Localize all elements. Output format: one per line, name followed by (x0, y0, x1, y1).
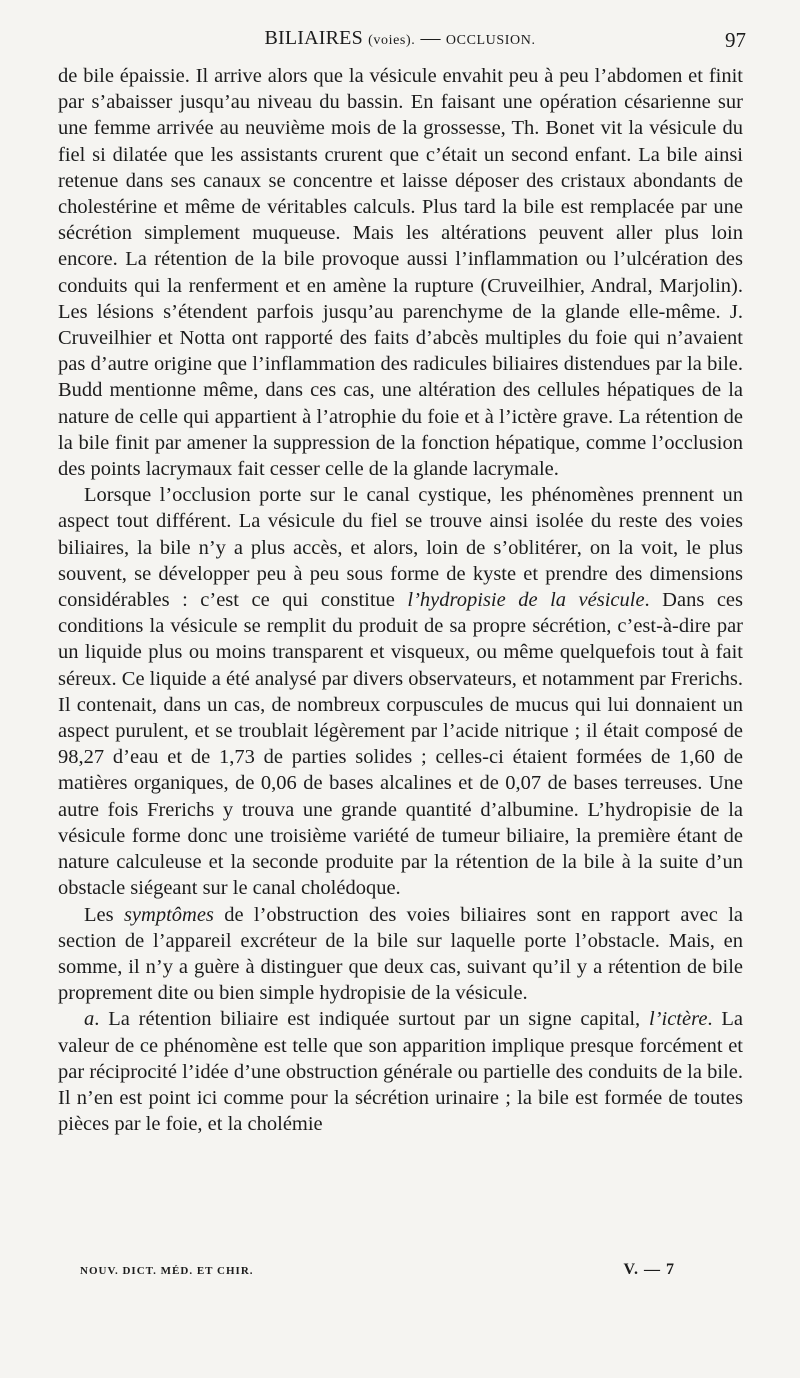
running-head-subtitle: OCCLUSION. (445, 33, 536, 48)
running-head-title: BILIAIRES (264, 27, 363, 49)
text-run: . Dans ces conditions la vésicule se remplit du produit de sa propre sécrétion, c’est-à-dire par un liquide plus ou moins transparent et visqueux, ou même quelquefois tout à fait séreux. Ce liquide a été analysé par divers observateurs, et notamment par Frerichs. Il contenait, dans un cas, de nombreux corpuscules de mucus qui lui donnaient un aspect purulent, et se troublait légèrement par l’acide nitrique ; il était composé de 98,27 d’eau et de 1,73 de parties solides ; celles-ci étaient formées de 1,60 de matières organiques, de 0,06 de bases alcalines et de 0,07 de bases terreuses. Une autre fois Frerichs y trouva une grande quantité d’albumine. L’hydropisie de la vésicule forme donc une troisième variété de tumeur biliaire, la première étant de nature calculeuse et la seconde produite par la rétention de la bile à la suite d’un obstacle siégeant sur le canal cholédoque. (58, 589, 743, 900)
italic-text: symptômes (123, 903, 214, 926)
footer-signature: NOUV. DICT. MÉD. ET CHIR. (80, 1265, 254, 1277)
text-run: Lorsque l’occlusion porte sur le canal cystique, les phénomènes prennent un aspect tout différent. La vésicule du fiel se trouve ainsi isolée du reste des voies biliaires, la bile n’y a plus accès, et alors, loin de s’oblitérer, on la voit, le plus souvent, se développer peu à peu sous forme de kyste et prendre des dimensions considérables : c’est ce qui constitue (58, 484, 743, 612)
italic-text: l’ictère (648, 1008, 708, 1031)
page-header (0, 27, 800, 57)
text-run: de bile épaissie. Il arrive alors que la vésicule envahit peu à peu l’abdomen et finit par s’abaisser jusqu’au niveau du bassin. En faisant une opération césarienne sur une femme arrivée au neuvième mois de la grossesse, Th. Bonet vit la vésicule du fiel si dilatée que les assistants crurent que c’était un second enfant. La bile ainsi retenue dans ses canaux se concentre et laisse déposer des cristaux abondants de cholestérine et même de véritables calculs. Plus tard la bile est remplacée par une sécrétion simplement muqueuse. Mais les altérations peuvent aller plus loin encore. La rétention de la bile provoque aussi l’inflammation ou l’ulcération des conduits qui la renferment et en amène la rupture (Cruveilhier, Andral, Marjolin). Les lésions s’étendent parfois jusqu’au parenchyme de la glande elle-même. J. Cruveilhier et Notta ont rapporté des faits d’abcès multiples du foie qui n’avaient pas d’autre origine que l’inflammation des radicules biliaires distendues par la bile. Budd mentionne même, dans ces cas, une altération des cellules hépatiques de la nature de celle qui appartient à l’atrophie du foie et à l’ictère grave. La rétention de la bile finit par amener la suppression de la fonction hépatique, comme l’occlusion des points lacrymaux fait cesser celle de la glande lacrymale. (58, 65, 743, 481)
page-footer (80, 1261, 675, 1287)
text-run: . La rétention biliaire est indiquée surtout par un signe capital, (94, 1008, 649, 1031)
paragraph-4 (58, 1006, 743, 1137)
running-head-paren: (voies). (368, 33, 416, 48)
body-text (58, 63, 743, 1137)
footer-volume-mark: V. — 7 (623, 1261, 675, 1278)
italic-text: a (84, 1008, 95, 1031)
text-run: . La valeur de ce phénomène est telle que son apparition implique presque forcément et par réciprocité l’idée d’une obstruction générale ou partielle des conduits de la bile. Il n’en est point ici comme pour la sécrétion urinaire ; la bile est formée de toutes pièces par le foie, et la cholémie (58, 1008, 743, 1136)
running-head (0, 27, 800, 50)
paragraph-3 (58, 902, 743, 1007)
text-run: de l’obstruction des voies biliaires sont en rapport avec la section de l’appareil excréteur de la bile sur laquelle porte l’obstacle. Mais, en somme, il n’y a guère à distinguer que deux cas, suivant qu’il y a rétention de bile proprement dite ou bien simple hydropisie de la vésicule. (58, 903, 743, 1005)
paragraph-2 (58, 482, 743, 901)
running-head-separator: — (415, 27, 446, 49)
page-number: 97 (725, 28, 746, 52)
text-run: Les (84, 903, 124, 926)
italic-text: l’hydropisie de la vésicule (407, 589, 645, 612)
paragraph-1 (58, 63, 743, 482)
